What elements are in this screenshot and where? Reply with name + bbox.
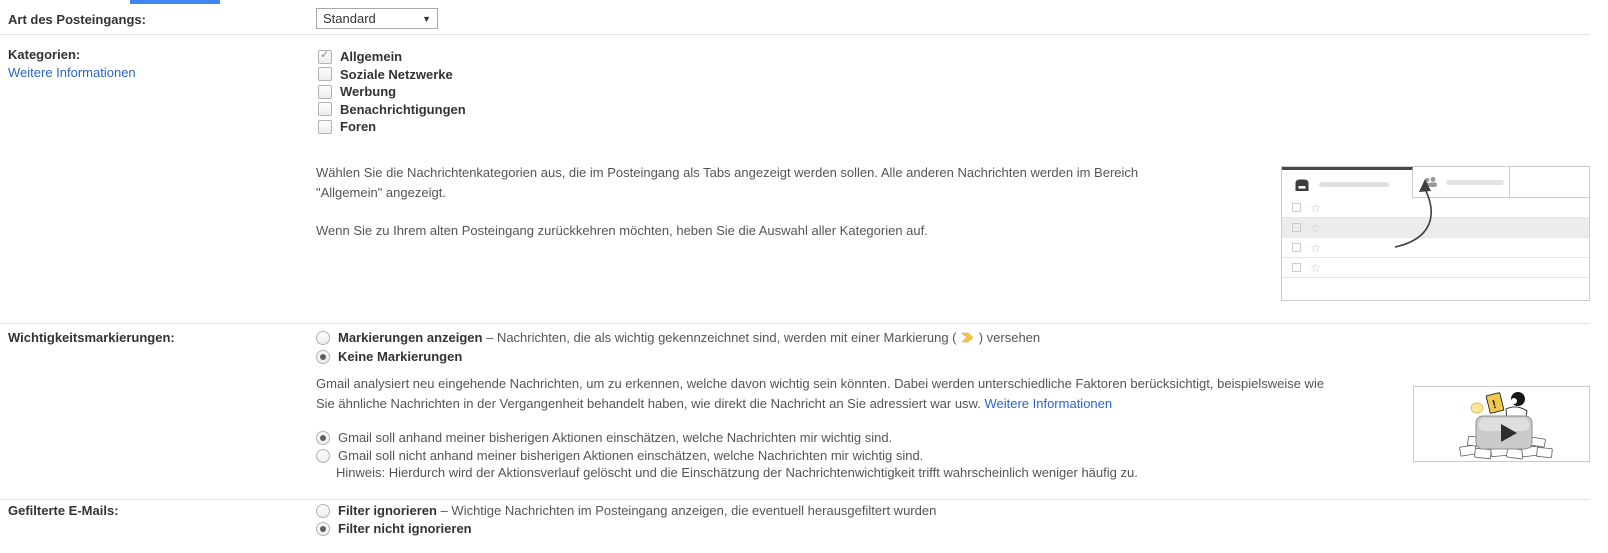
row-checkbox-icon <box>1292 223 1301 232</box>
importance-description-text: Gmail analysiert neu eingehende Nachrichten, um zu erkennen, welche davon wichtig sein könnten. Dabei werden unterschiedliche Faktoren berücksichtigt, beispielsweise wie Sie ähnliche Nachrichten in der Vergangenheit behandelt haben, wie direkt die Nachricht an Sie adressiert war usw. <box>316 376 1325 411</box>
check-icon: ✓ <box>320 48 330 61</box>
star-icon: ☆ <box>1310 260 1321 275</box>
selected-tab-indicator <box>130 0 220 4</box>
checkbox-label: Foren <box>340 119 377 135</box>
importance-more-info-link[interactable]: Weitere Informationen <box>984 396 1113 411</box>
categories-tabs-illustration <box>1281 166 1590 301</box>
star-icon: ☆ <box>1310 240 1321 255</box>
radio-row-no-history[interactable] <box>316 447 1138 465</box>
radio-label: Keine Markierungen <box>338 349 463 364</box>
checkbox-label: Allgemein <box>340 49 403 65</box>
importance-description-paragraph <box>316 374 1328 414</box>
checkbox-row-soziale-netzwerke[interactable] <box>318 66 466 84</box>
row-checkbox-icon <box>1292 243 1301 252</box>
row-checkbox-icon <box>1292 203 1301 212</box>
checkbox-row-allgemein[interactable] <box>318 48 466 66</box>
categories-label: Kategorien: <box>8 47 81 62</box>
importance-markers-label: Wichtigkeitsmarkierungen: <box>8 330 175 345</box>
checkbox-foren[interactable] <box>318 120 332 134</box>
inbox-icon <box>1294 178 1310 191</box>
filtered-mail-label: Gefilterte E-Mails: <box>8 503 119 518</box>
checkbox-soziale-netzwerke[interactable] <box>318 67 332 81</box>
inbox-type-selected-value: Standard <box>323 11 376 26</box>
dropdown-arrow-icon: ▼ <box>422 13 431 24</box>
radio-label: Gmail soll nicht anhand meiner bisherigen Aktionen einschätzen, welche Nachrichten mir wichtig sind. <box>338 447 924 463</box>
radio-no-markers[interactable] <box>316 350 330 364</box>
checkbox-row-werbung[interactable] <box>318 83 466 101</box>
radio-keep-filters[interactable] <box>316 522 330 536</box>
checkbox-label: Benachrichtigungen <box>340 101 466 117</box>
section-divider <box>0 499 1590 500</box>
row-checkbox-icon <box>1292 263 1301 272</box>
radio-override-filters[interactable] <box>316 504 330 518</box>
checkbox-row-foren[interactable] <box>318 118 466 136</box>
filtered-mail-options <box>316 502 936 537</box>
inbox-type-label: Art des Posteingangs: <box>8 12 146 27</box>
radio-use-history[interactable] <box>316 431 330 445</box>
radio-row-use-history[interactable] <box>316 429 1138 447</box>
radio-label: Filter ignorieren – Wichtige Nachrichten im Posteingang anzeigen, die eventuell herausgefiltert wurden <box>338 503 937 518</box>
importance-marker-options <box>316 329 1040 366</box>
importance-video-thumbnail[interactable] <box>1413 386 1590 462</box>
svg-text:!: ! <box>1490 396 1498 412</box>
checkbox-allgemein[interactable] <box>318 50 332 64</box>
radio-row-no-markers[interactable] <box>316 348 1040 366</box>
categories-more-info-link[interactable]: Weitere Informationen <box>8 65 136 80</box>
categories-revert-paragraph: Wenn Sie zu Ihrem alten Posteingang zurückkehren möchten, heben Sie die Auswahl aller Kategorien auf. <box>316 223 928 238</box>
history-note-text: Hinweis: Hierdurch wird der Aktionsverlauf gelöscht und die Einschätzung der Nachrichtenwichtigkeit trifft wahrscheinlich weniger häufig zu. <box>336 465 1138 480</box>
importance-marker-icon <box>961 330 974 348</box>
video-thumbnail-illustration <box>1414 387 1589 461</box>
radio-row-keep-filters[interactable] <box>316 520 936 538</box>
checkbox-benachrichtigungen[interactable] <box>318 102 332 116</box>
star-icon: ☆ <box>1310 220 1321 235</box>
categories-description-paragraph: Wählen Sie die Nachrichtenkategorien aus, die im Posteingang als Tabs angezeigt werden sollen. Alle anderen Nachrichten werden im Bereich "Allgemein" angezeigt. <box>316 165 1139 200</box>
radio-no-history[interactable] <box>316 449 330 463</box>
categories-checkbox-list <box>318 48 466 136</box>
importance-learning-options <box>316 429 1138 482</box>
illustration-mail-row <box>1282 278 1589 295</box>
radio-label: Filter nicht ignorieren <box>338 520 472 536</box>
section-divider <box>0 34 1590 35</box>
section-divider <box>0 323 1590 324</box>
checkbox-werbung[interactable] <box>318 85 332 99</box>
checkbox-label: Werbung <box>340 84 397 100</box>
checkbox-row-benachrichtigungen[interactable] <box>318 101 466 119</box>
star-icon: ☆ <box>1310 200 1321 215</box>
illustration-tab-strip-empty <box>1510 167 1589 198</box>
tab-label-placeholder <box>1446 180 1504 185</box>
radio-label: Markierungen anzeigen – Nachrichten, die als wichtig gekennzeichnet sind, werden mit einer Markierung ( ) versehen <box>338 329 1040 348</box>
radio-row-show-markers[interactable] <box>316 329 1040 348</box>
radio-label: Gmail soll anhand meiner bisherigen Aktionen einschätzen, welche Nachrichten mir wichtig sind. <box>338 430 893 445</box>
checkbox-label: Soziale Netzwerke <box>340 66 453 82</box>
radio-show-markers[interactable] <box>316 331 330 345</box>
radio-row-override-filters[interactable] <box>316 502 936 520</box>
inbox-type-select[interactable] <box>316 8 438 29</box>
curved-arrow-icon <box>1377 177 1447 262</box>
